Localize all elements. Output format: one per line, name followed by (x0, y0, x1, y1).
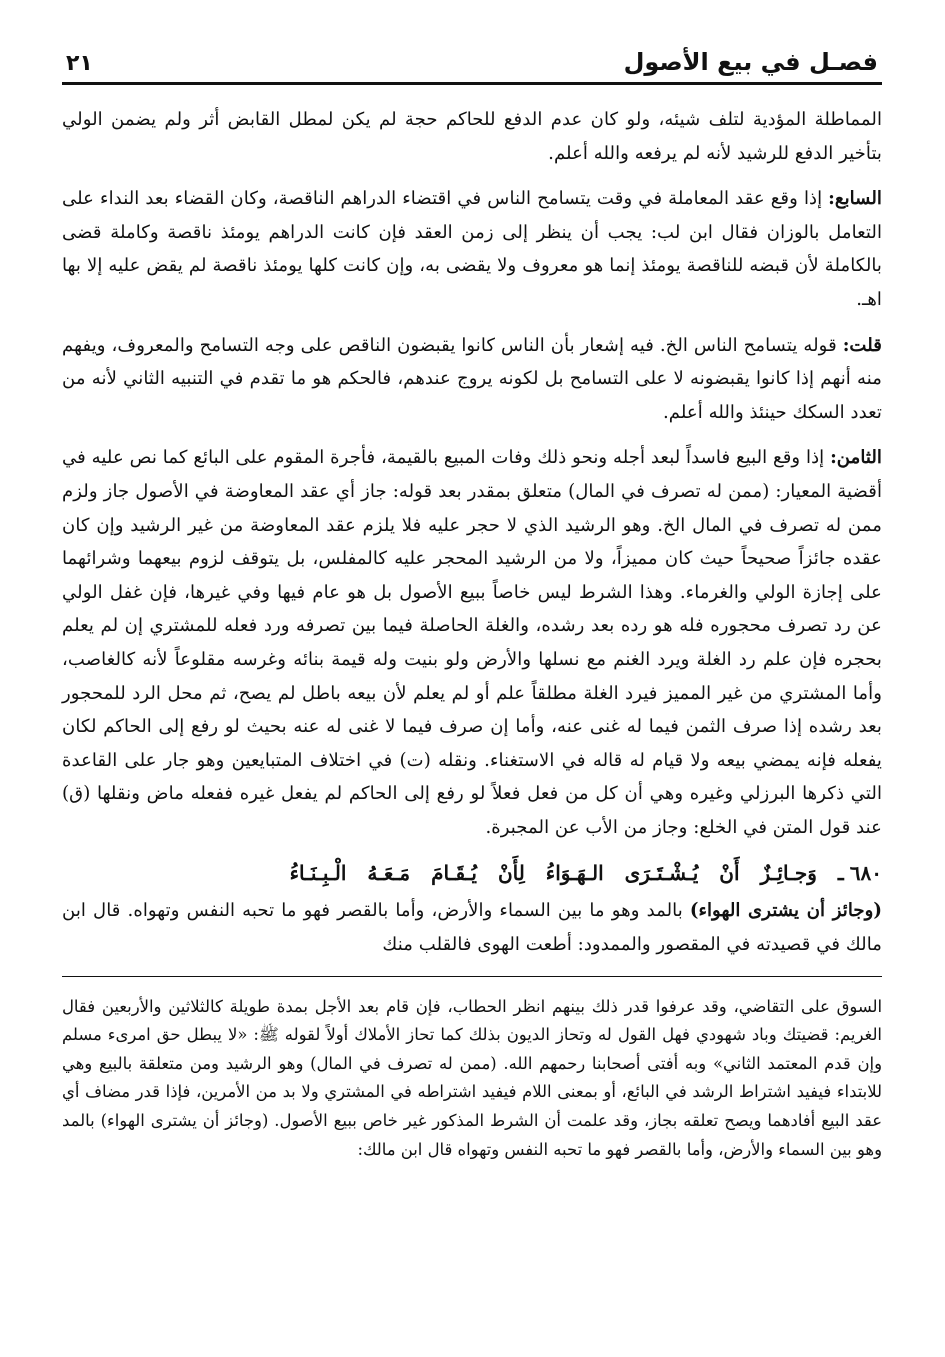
page-number: ٢١ (66, 51, 93, 76)
paragraph-text: إذا وقع عقد المعاملة في وقت يتسامح الناس في اقتضاء الدراهم الناقصة، وكان القضاء بعد النداء على التعامل بالوزان فقال ابن لب: يجب أن ينظر إلى زمن العقد فإن كانت الدراهم يومئذ ناقصة وكاملة قضى بالكاملة لأن قبضه للناقصة يومئذ إنما هو معروف ولا يقضى به، وإن كانت كلها يومئذ ناقصة لم يقض عليه إلا بها اهـ. (62, 188, 882, 310)
poem-verse (62, 856, 882, 890)
verse-text: ـ وَجـائِـزٌ أَنْ يُـشْـتَـرَى الـهَـوَاءُ لِأَنْ يُـقَـامَ مَـعَـهُ الْـبِـنَـاءُ (289, 861, 844, 886)
paragraph-lead: الثامن: (830, 447, 882, 469)
verse-number: ٦٨٠ (849, 861, 882, 886)
paragraph-seventh (62, 182, 882, 316)
commentary-text: بالمد وهو ما بين السماء والأرض، وأما بالقصر فهو ما تحبه النفس وتهواه. قال ابن مالك في قصيدته في المقصور والممدود: أطعت الهوى فالقلب منك (62, 900, 882, 956)
footnote-rule (62, 976, 882, 977)
paragraph-lead: قلت: (842, 334, 882, 356)
paragraph-lead: السابع: (828, 188, 882, 210)
paragraph-text: إذا وقع البيع فاسداً لبعد أجله ونحو ذلك وفات المبيع بالقيمة، فأجرة المقوم على البائع كما نص عليه في أقضية المعيار: (ممن له تصرف في المال) متعلق بمقدر بعد قوله: جاز أي عقد المعاوضة في الأصول جاز ولزم ممن له تصرف في المال الخ. وهو الرشيد الذي لا حجر عليه فلا يلزم عقد المعاوضة من غير الرشيد وإن كان عقده جائزاً صحيحاً حيث كان مميزاً، ولا من الرشيد المحجر عليه كالمفلس، بل يتوقف لزوم بيعهما وشرائهما على إجازة الولي والغرماء. وهذا الشرط ليس خاصاً ببيع الأصول بل هو عام فيها وفي غيرها، فإن غفل الولي عن رد تصرف محجوره فله هو رده بعد رشده، والغلة الحاصلة فيما بين تصرفه ورد فعله للمشتري إن لم يعلم بحجره فإن علم رد الغلة ويرد الغنم مع نسلها والأرض ولو بنيت وله قيمة بنائه وغرسه مقلوعاً لأنه كالغاصب، وأما المشتري من غير المميز فيرد الغلة مطلقاً علم أو لم يعلم لأن بيعه باطل لم يصح، ثم محل الرد للمحجور بعد رشده إذا صرف الثمن فيما له غنى عنه، وأما إن صرف فيما لا غنى له عنه بحيث لو رفع إلى الحاكم لكان يفعله فإنه يمضي بيعه ولا قيام له قاله في الاستغناء. ونقله (ت) في اختلاف المتبايعين وهو جار على القاعدة التي ذكرها البرزلي وغيره وهي أن كل من فعل فعلاً لو رفع إلى الحاكم لم يفعل غيره ففعله ماض ونقلها (ق) عند قول المتن في الخلع: وجاز من الأب عن المجبرة. (62, 447, 882, 838)
paragraph-continuation (62, 103, 882, 170)
main-text (62, 103, 882, 962)
footnotes (62, 993, 882, 1165)
header-rule (62, 82, 882, 85)
commentary-lead: (وجائز أن يشترى الهواء) (689, 900, 882, 922)
paragraph-qultu (62, 329, 882, 430)
book-page (62, 28, 882, 1164)
paragraph-eighth (62, 441, 882, 844)
page-header (62, 28, 882, 76)
verse-commentary (62, 894, 882, 961)
footnote-text: السوق على التقاضي، وقد عرفوا قدر ذلك بينهم انظر الحطاب، فإن قام بعد الأجل بمدة طويلة كالثلاثين والأربعين فقال الغريم: قضيتك وباد شهودي فهل القول له وتحاز الديون بذلك كما تحاز الأملاك أولاً لقوله ﷺ: «لا يبطل حق امرىء مسلم وإن قدم المعتمد الثاني» وبه أفتى أصحابنا رحمهم الله. (ممن له تصرف في المال) وهو الرشيد ومن متعلقة بالبيع وهي للابتداء فيفيد اشتراط الرشد في البائع، أو بمعنى اللام فيفيد اشتراطه في المشتري ولا بد من الأمرين، فإذا قدر مضاف أي عقد البيع أفادهما ويصح تعلقه بجاز، وقد علمت أن الشرط المذكور غير خاص ببيع الأصول. (وجائز أن يشترى الهواء) بالمد وهو بين السماء والأرض، وأما بالقصر فهو ما تحبه النفس وتهواه قال ابن مالك: (62, 996, 882, 1159)
paragraph-text: قوله يتسامح الناس الخ. فيه إشعار بأن الناس كانوا يقبضون الناقص على وجه التسامح والمعروف، ويفهم منه أنهم إذا كانوا يقبضونه لا على التسامح بل لكونه يروج عندهم، فالحكم هو ما تقدم في التنبيه الثاني لأنه من تعدد السكك حينئذ والله أعلم. (62, 334, 882, 423)
paragraph-text: المماطلة المؤدية لتلف شيئه، ولو كان عدم الدفع للحاكم حجة لم يكن لمطل القابض أثر ولم يضمن الولي بتأخير الدفع للرشيد لأنه لم يرفعه والله أعلم. (62, 109, 882, 164)
chapter-title: فصـل في بيع الأصول (623, 48, 878, 76)
